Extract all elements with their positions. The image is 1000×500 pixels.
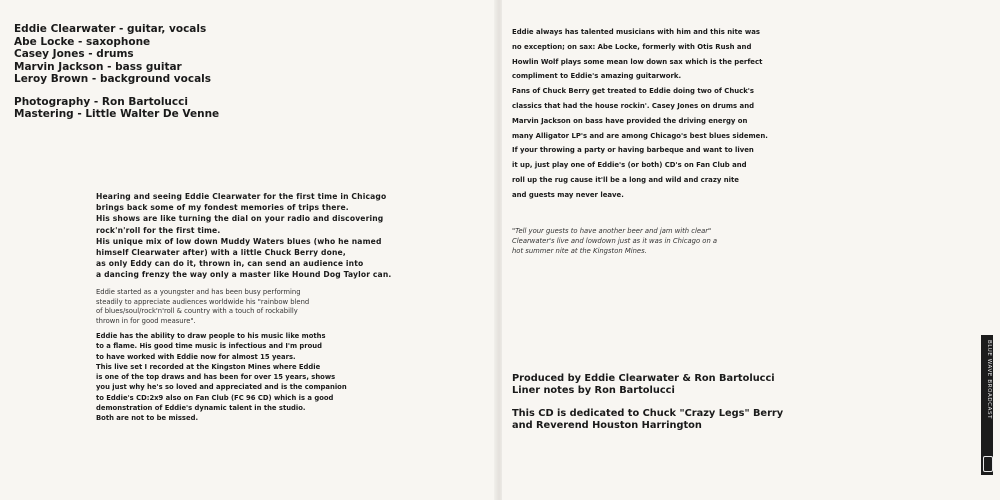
- text-line: thrown in for good measure".: [96, 316, 196, 325]
- text-line: compliment to Eddie's amazing guitarwork.: [512, 72, 682, 81]
- quote-block: [512, 226, 717, 256]
- text-line: and guests may never leave.: [512, 190, 624, 199]
- text-line: you just why he's so loved and appreciated and is the companion: [96, 383, 347, 392]
- left-page: [0, 0, 496, 500]
- text-line: Eddie has the ability to draw people to his music like moths: [96, 332, 326, 340]
- intro-text: [96, 191, 391, 281]
- text-line: This live set I recorded at the Kingston Mines where Eddie: [96, 362, 321, 371]
- text-line: Produced by Eddie Clearwater & Ron Bartolucci: [512, 373, 775, 384]
- text-line: Fans of Chuck Berry get treated to Eddie doing two of Chuck's: [512, 87, 755, 96]
- biography-paragraph: [96, 288, 309, 326]
- text-line: roll up the rug cause it'll be a long and wild and crazy nite: [512, 175, 739, 184]
- text-line: hot summer nite at the Kingston Mines.: [512, 247, 647, 255]
- text-line: to Eddie's CD:2x9 also on Fan Club (FC 96 CD) which is a good: [96, 393, 334, 402]
- credit-line: Casey Jones - drums: [14, 48, 134, 60]
- text-line: many Alligator LP's and are among Chicago's best blues sidemen.: [512, 131, 768, 140]
- text-line: to a flame. His good time music is infectious and I'm proud: [96, 342, 323, 351]
- text-line: of blues/soul/rock'n'roll & country with a touch of rockabilly: [96, 307, 298, 316]
- text-line: and Reverend Houston Harrington: [512, 419, 702, 431]
- text-line: Howlin Wolf plays some mean low down sax which is the perfect: [512, 57, 763, 66]
- text-line: a dancing frenzy the way only a master like Hound Dog Taylor can.: [96, 270, 392, 280]
- credit-line: Eddie Clearwater - guitar, vocals: [14, 23, 207, 35]
- text-line: "Tell your guests to have another beer and jam with clear": [512, 227, 712, 235]
- right-page: [502, 0, 1000, 500]
- text-line: no exception; on sax: Abe Locke, formerly with Otis Rush and: [512, 42, 752, 51]
- text-line: Eddie started as a youngster and has been busy performing: [96, 288, 301, 296]
- credit-spacer: [14, 86, 219, 96]
- credit-line: Photography - Ron Bartolucci: [14, 95, 188, 108]
- text-line: steadily to appreciate audiences worldwide his "rainbow blend: [96, 297, 310, 306]
- text-line: to have worked with Eddie now for almost 15 years.: [96, 352, 296, 361]
- text-line: Hearing and seeing Eddie Clearwater for the first time in Chicago: [96, 192, 387, 201]
- credit-line: Mastering - Little Walter De Venne: [14, 108, 220, 120]
- text-line: Both are not to be missed.: [96, 414, 199, 423]
- text-line: himself Clearwater after) with a little Chuck Berry done,: [96, 248, 346, 258]
- recording-paragraph: [96, 331, 347, 424]
- text-line: His shows are like turning the dial on your radio and discovering: [96, 214, 384, 224]
- text-line: Marvin Jackson on bass have provided the driving energy on: [512, 116, 748, 125]
- credit-line: Leroy Brown - background vocals: [14, 73, 211, 85]
- text-line: as only Eddy can do it, thrown in, can send an audience into: [96, 259, 364, 269]
- spine-label: BLUE WAVE BROADCAST: [986, 340, 992, 420]
- musician-credits: [14, 23, 219, 121]
- text-line: This CD is dedicated to Chuck "Crazy Legs" Berry: [512, 408, 784, 419]
- production-credits: [512, 373, 775, 396]
- text-line: His unique mix of low down Muddy Waters blues (who he named: [96, 236, 382, 246]
- text-line: is one of the top draws and has been for over 15 years, shows: [96, 373, 336, 382]
- text-line: Eddie always has talented musicians with him and this nite was: [512, 28, 760, 36]
- credit-line: Abe Locke - saxophone: [14, 35, 151, 48]
- text-line: demonstration of Eddie's dynamic talent in the studio.: [96, 404, 306, 413]
- dedication: [512, 408, 783, 431]
- text-line: it up, just play one of Eddie's (or both) CD's on Fan Club and: [512, 161, 747, 170]
- label-logo-icon: [983, 456, 993, 472]
- text-line: rock'n'roll for the first time.: [96, 225, 221, 235]
- text-line: brings back some of my fondest memories of trips there.: [96, 203, 349, 213]
- text-line: If your throwing a party or having barbeque and want to liven: [512, 146, 754, 155]
- text-line: classics that had the house rockin'. Casey Jones on drums and: [512, 101, 755, 110]
- text-line: Liner notes by Ron Bartolucci: [512, 384, 675, 396]
- musicians-paragraph: [512, 25, 768, 203]
- text-line: Clearwater's live and lowdown just as it was in Chicago on a: [512, 237, 718, 245]
- credit-line: Marvin Jackson - bass guitar: [14, 60, 182, 73]
